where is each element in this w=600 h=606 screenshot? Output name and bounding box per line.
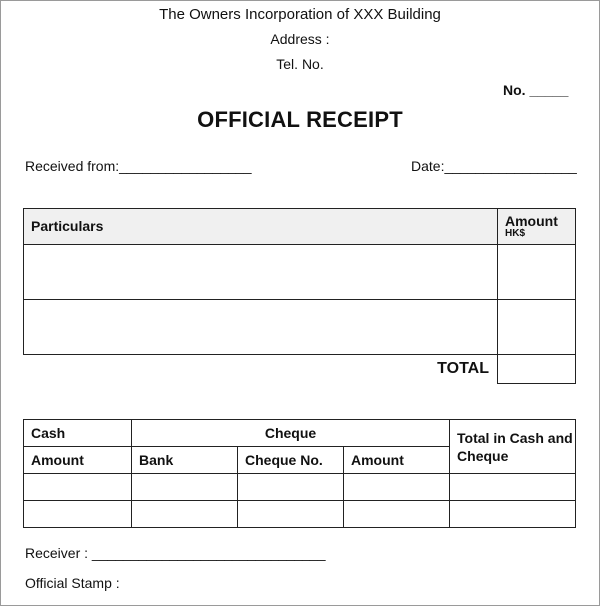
official-stamp-label: Official Stamp : [25, 575, 120, 591]
cash-header: Cash [24, 420, 132, 447]
total-amount-cell[interactable] [498, 355, 576, 384]
total-cash-cheque-cell[interactable] [450, 474, 576, 501]
amount-cell[interactable] [498, 245, 576, 300]
particulars-row [24, 245, 576, 300]
particulars-cell[interactable] [24, 300, 498, 355]
received-from-field[interactable]: Received from:_________________ [25, 158, 252, 174]
cheque-no-header: Cheque No. [238, 447, 344, 474]
payment-header-row [24, 420, 576, 447]
cheque-no-cell[interactable] [238, 501, 344, 528]
cheque-amount-cell[interactable] [344, 501, 450, 528]
cheque-header: Cheque [132, 420, 450, 447]
particulars-header-row [24, 209, 576, 245]
particulars-header: Particulars [24, 209, 498, 245]
total-row [24, 355, 576, 384]
cash-amount-header: Amount [24, 447, 132, 474]
amount-header-label: Amount [505, 213, 558, 229]
receipt-title: OFFICIAL RECEIPT [197, 107, 403, 132]
bank-cell[interactable] [132, 501, 238, 528]
currency-label: HK$ [505, 228, 526, 239]
tel-label: Tel. No. [276, 56, 324, 72]
payment-table [23, 419, 576, 528]
payment-row [24, 501, 576, 528]
particulars-row [24, 300, 576, 355]
payment-row [24, 474, 576, 501]
cash-amount-cell[interactable] [24, 474, 132, 501]
cash-amount-cell[interactable] [24, 501, 132, 528]
address-label: Address : [270, 31, 330, 47]
total-label: TOTAL [437, 360, 489, 378]
cheque-amount-header: Amount [344, 447, 450, 474]
cheque-no-cell[interactable] [238, 474, 344, 501]
receipt-number-field[interactable]: No. _____ [503, 82, 569, 98]
amount-cell[interactable] [498, 300, 576, 355]
date-field[interactable]: Date:_________________ [411, 158, 577, 174]
particulars-table [23, 208, 576, 384]
organization-name: The Owners Incorporation of XXX Building [159, 6, 441, 23]
particulars-cell[interactable] [24, 245, 498, 300]
total-cash-cheque-cell[interactable] [450, 501, 576, 528]
bank-cell[interactable] [132, 474, 238, 501]
total-cash-cheque-header: Total in Cash and Cheque [450, 420, 576, 474]
bank-header: Bank [132, 447, 238, 474]
receiver-field[interactable]: Receiver : ______________________________ [25, 545, 326, 561]
amount-header [498, 209, 576, 245]
cheque-amount-cell[interactable] [344, 474, 450, 501]
